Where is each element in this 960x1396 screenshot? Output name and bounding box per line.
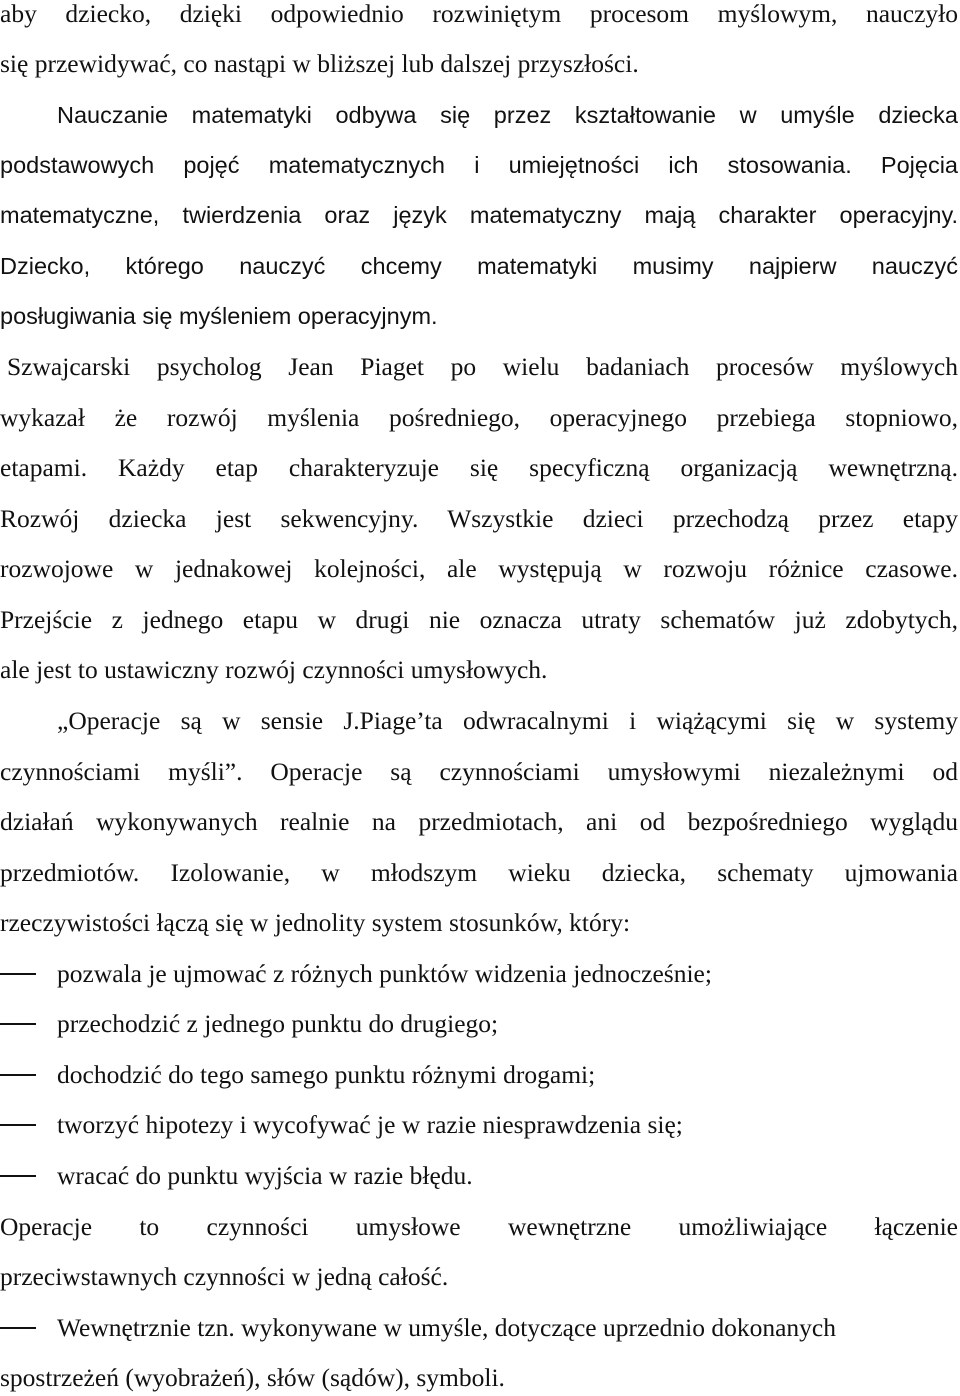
- text-line: przeciwstawnych czynności w jedną całość.: [0, 1262, 449, 1291]
- text-line: Nauczanie matematyki odbywa się przez kształtowanie w umyśle dziecka: [57, 102, 958, 128]
- list-item-text: wracać do punktu wyjścia w razie błędu.: [57, 1161, 473, 1190]
- text-line: aby dziecko, dzięki odpowiednio rozwiniętym procesom myślowym, nauczyło: [0, 0, 958, 28]
- text-line: Dziecko, którego nauczyć chcemy matematyki musimy najpierw nauczyć: [0, 253, 958, 279]
- list-item-text: pozwala je ujmować z różnych punktów widzenia jednocześnie;: [57, 959, 712, 988]
- text-line: podstawowych pojęć matematycznych i umiejętności ich stosowania. Pojęcia: [0, 152, 958, 178]
- text-line: się przewidywać, co nastąpi w bliższej lub dalszej przyszłości.: [0, 49, 639, 78]
- text-line: rozwojowe w jednakowej kolejności, ale występują w rozwoju różnice czasowe.: [0, 554, 958, 583]
- list-item-text: przechodzić z jednego punktu do drugiego;: [57, 1009, 499, 1038]
- text-line: Operacje to czynności umysłowe wewnętrzne umożliwiające łączenie: [0, 1212, 958, 1241]
- text-line: posługiwania się myśleniem operacyjnym.: [0, 303, 438, 329]
- dash-bullet-icon: [0, 1124, 36, 1126]
- list-item-text: dochodzić do tego samego punktu różnymi drogami;: [57, 1060, 596, 1089]
- text-line: ale jest to ustawiczny rozwój czynności umysłowych.: [0, 655, 548, 684]
- dash-bullet-icon: [0, 1074, 36, 1076]
- dash-bullet-icon: [0, 1175, 36, 1177]
- list-item-text: tworzyć hipotezy i wycofywać je w razie niesprawdzenia się;: [57, 1110, 683, 1139]
- text-line: matematyczne, twierdzenia oraz język matematyczny mają charakter operacyjny.: [0, 202, 958, 228]
- text-line: przedmiotów. Izolowanie, w młodszym wieku dziecka, schematy ujmowania: [0, 858, 958, 887]
- text-line: czynnościami myśli”. Operacje są czynnościami umysłowymi niezależnymi od: [0, 757, 958, 786]
- dash-bullet-icon: [0, 1023, 36, 1025]
- text-line: rzeczywistości łączą się w jednolity system stosunków, który:: [0, 908, 631, 937]
- text-line: Rozwój dziecka jest sekwencyjny. Wszystkie dzieci przechodzą przez etapy: [0, 504, 958, 533]
- text-line: etapami. Każdy etap charakteryzuje się specyficzną organizacją wewnętrzną.: [0, 453, 958, 482]
- dash-bullet-icon: [0, 973, 36, 975]
- text-line: wykazał że rozwój myślenia pośredniego, operacyjnego przebiega stopniowo,: [0, 403, 958, 432]
- text-line: działań wykonywanych realnie na przedmiotach, ani od bezpośredniego wyglądu: [0, 807, 958, 836]
- text-line: Szwajcarski psycholog Jean Piaget po wielu badaniach procesów myślowych: [7, 352, 958, 381]
- dash-bullet-icon: [0, 1327, 36, 1329]
- text-line: spostrzeżeń (wyobrażeń), słów (sądów), symboli.: [0, 1363, 505, 1392]
- text-line: „Operacje są w sensie J.Piage’ta odwracalnymi i wiążącymi się w systemy: [57, 706, 958, 735]
- text-line: Przejście z jednego etapu w drugi nie oznacza utraty schematów już zdobytych,: [0, 605, 958, 634]
- list-item-text: Wewnętrznie tzn. wykonywane w umyśle, dotyczące uprzednio dokonanych: [57, 1313, 836, 1342]
